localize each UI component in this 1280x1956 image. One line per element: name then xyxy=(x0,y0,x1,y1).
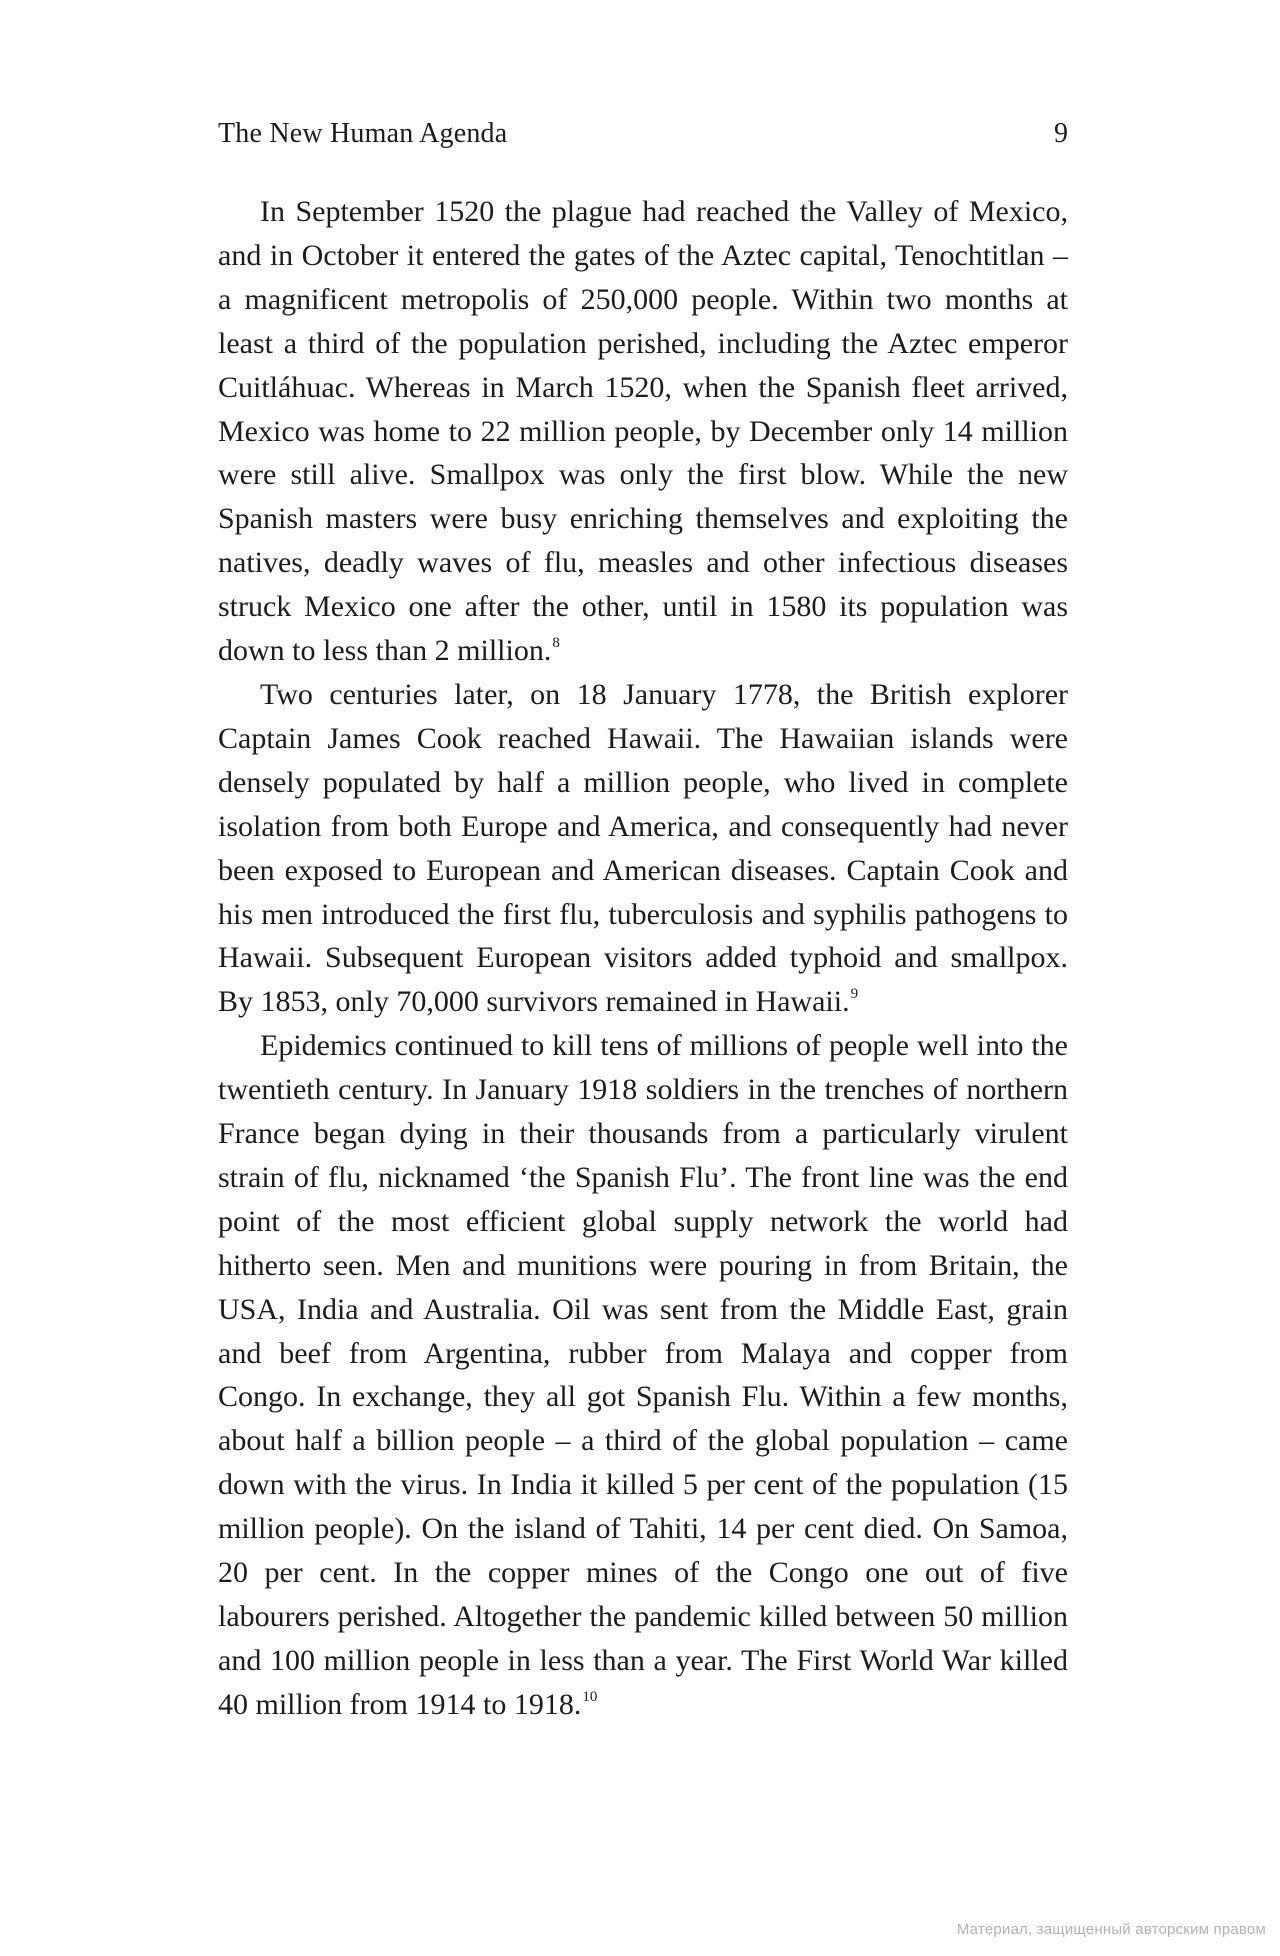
paragraph-text: Epidemics continued to kill tens of millions of people well into the twentieth century. In January 1918 soldiers in the trenches of northern France began dying in their thousands from a particularly virulent strain of flu, nicknamed ‘the Spanish Flu’. The front line was the end point of the most efficient global supply network the world had hitherto seen. Men and munitions were pouring in from Britain, the USA, India and Australia. Oil was sent from the Middle East, grain and beef from Argentina, rubber from Malaya and copper from Congo. In exchange, they all got Spanish Flu. Within a few months, about half a billion people – a third of the global population – came down with the virus. In India it killed 5 per cent of the population (15 million people). On the island of Tahiti, 14 per cent died. On Samoa, 20 per cent. In the copper mines of the Congo one out of five labourers perished. Altogether the pandemic killed between 50 million and 100 million people in less than a year. The First World War killed 40 million from 1914 to 1918. xyxy=(218,1029,1068,1721)
copyright-watermark: Материал, защищенный авторским правом xyxy=(956,1921,1266,1938)
paragraph-text: In September 1520 the plague had reached the Valley of Mexico, and in October it entered the gates of the Aztec capital, Tenochtitlan – a magnificent metropolis of 250,000 people. Within two months at least a third of the population perished, including the Aztec emperor Cuitláhuac. Whereas in March 1520, when the Spanish fleet arrived, Mexico was home to 22 million people, by December only 14 million were still alive. Smallpox was only the first blow. While the new Spanish masters were busy enriching themselves and exploiting the natives, deadly waves of flu, measles and other infectious diseases struck Mexico one after the other, until in 1580 its population was down to less than 2 million. xyxy=(218,195,1068,668)
footnote-marker[interactable]: 10 xyxy=(582,1688,598,1705)
footnote-marker[interactable]: 8 xyxy=(552,635,560,652)
paragraph-text: Two centuries later, on 18 January 1778, the British explorer Captain James Cook reached Hawaii. The Hawaiian islands were densely populated by half a million people, who lived in complete isolation from both Europe and America, and consequently had never been exposed to European and American diseases. Captain Cook and his men introduced the first flu, tuberculosis and syphilis pathogens to Hawaii. Subsequent European visitors added typhoid and smallpox. By 1853, only 70,000 survivors remained in Hawaii. xyxy=(218,677,1068,1019)
running-head xyxy=(218,112,1068,156)
body-text xyxy=(218,190,1068,1727)
page-number: 9 xyxy=(1054,118,1068,149)
running-title: The New Human Agenda xyxy=(218,118,508,149)
paragraph-hawaii xyxy=(218,673,1068,1024)
paragraph-spanish-flu xyxy=(218,1024,1068,1727)
paragraph-aztec-smallpox xyxy=(218,190,1068,673)
footnote-marker[interactable]: 9 xyxy=(850,986,859,1003)
